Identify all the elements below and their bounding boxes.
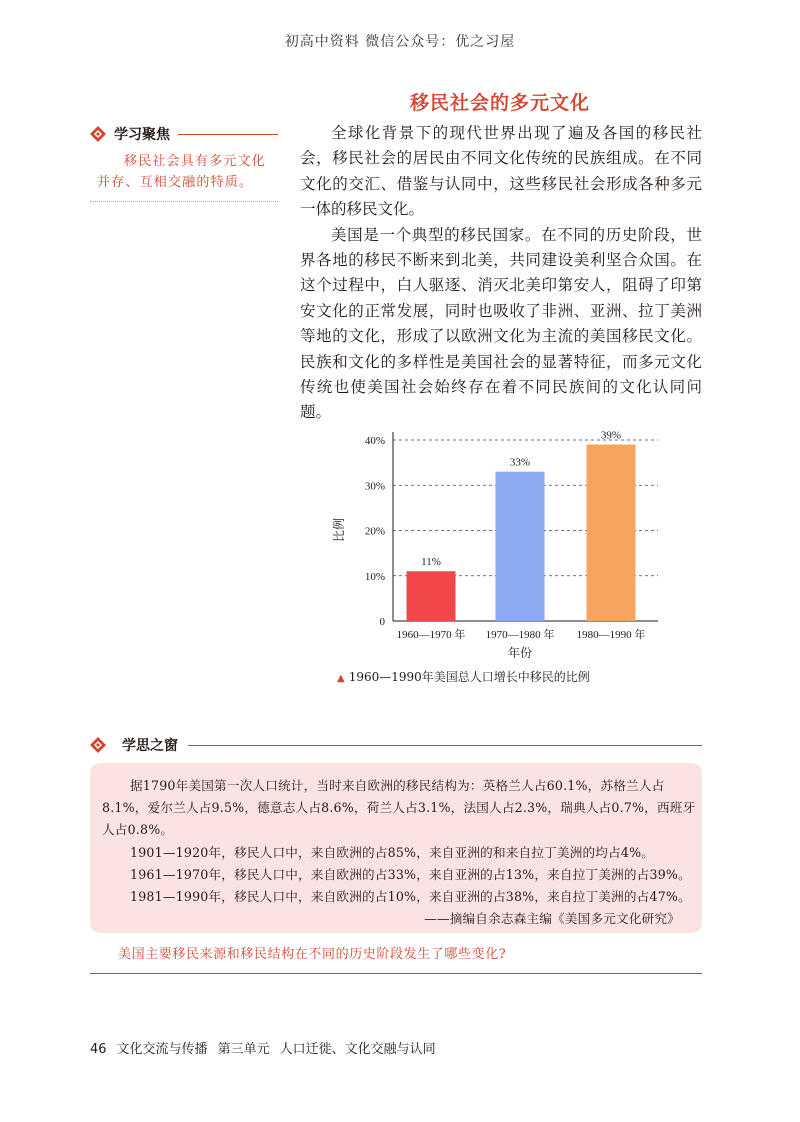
paragraph-2: 美国是一个典型的移民国家。在不同的历史阶段，世界各地的移民不断来到北美，共同建设美利坚合众国。在这个过程中，白人驱逐、消灭北美印第安人，阻碍了印第安文化的正常发展，同时也吸收了非洲、亚洲、拉丁美洲等地的文化，形成了以欧洲文化为主流的美国移民文化。民族和文化的多样性是美国社会的显著特征，而多元文化传统也使美国社会始终存在着不同民族间的文化认同问题。 [300, 225, 702, 422]
y-tick-label: 40% [364, 435, 385, 447]
focus-rule [178, 134, 278, 135]
chart-svg [330, 420, 670, 660]
y-tick-label: 30% [364, 480, 385, 493]
window-line-3: 人占0.8%。 [102, 822, 174, 838]
window-source: ——摘编自余志森主编《美国多元文化研究》 [424, 911, 680, 927]
section-title: 移民社会的多元文化 [409, 92, 590, 114]
focus-line-2: 并存、互相交融的特质。 [97, 175, 254, 190]
diamond-icon [90, 737, 106, 753]
focus-label: 学习聚焦 [114, 127, 170, 143]
window-question: 美国主要移民来源和移民结构在不同的历史阶段发生了哪些变化? [118, 947, 507, 962]
x-axis-label: 年份 [507, 646, 533, 660]
x-tick-label: 1970—1980 年 [485, 629, 555, 641]
y-tick-label: 20% [364, 525, 385, 538]
window-line-5: 1961—1970年，移民人口中，来自欧洲的占33%，来自亚洲的占13%，来自拉丁美洲的占39%。 [130, 866, 691, 882]
window-line-6: 1981—1990年，移民人口中，来自欧洲的占10%，来自亚洲的占38%，来自拉丁美洲的占47%。 [130, 889, 691, 905]
header-note: 初高中资料 微信公众号：优之习屋 [284, 34, 516, 50]
focus-dotted-rule [90, 201, 278, 202]
chart-caption-text: 1960—1990年美国总人口增长中移民的比例 [348, 670, 590, 684]
window-line-2: 8.1%，爱尔兰人占9.5%，德意志人占8.6%，荷兰人占3.1%，法国人占2.3%，瑞典人占0.7%，西班牙 [102, 800, 696, 816]
y-axis-label: 比例 [332, 517, 346, 543]
window-rule [188, 745, 702, 746]
window-header [90, 734, 702, 756]
window-label: 学思之窗 [122, 738, 178, 754]
body-text [300, 121, 702, 426]
y-tick-label: 10% [364, 570, 385, 583]
focus-text [90, 151, 278, 193]
window-box [90, 763, 702, 933]
window-bottom-rule [90, 973, 702, 974]
page-footer [90, 1038, 436, 1057]
immigration-chart [330, 420, 670, 660]
y-tick-label: 0 [379, 616, 385, 628]
bar [496, 472, 545, 621]
x-tick-label: 1980—1990 年 [576, 629, 646, 641]
window-line-1: 据1790年美国第一次人口统计，当时来自欧洲的移民结构为：英格兰人占60.1%，苏格兰人占 [130, 778, 665, 793]
bar [587, 445, 636, 621]
triangle-icon: ▲ [337, 673, 345, 684]
page-number: 46 [90, 1042, 107, 1057]
footer-unit: 第三单元 [217, 1042, 270, 1057]
focus-sidebar [90, 123, 278, 202]
paragraph-1: 全球化背景下的现代世界出现了遍及各国的移民社会，移民社会的居民由不同文化传统的民族组成。在不同文化的交汇、借鉴与认同中，这些移民社会形成各种多元一体的移民文化。 [300, 124, 702, 219]
bar-value-label: 39% [600, 429, 622, 442]
bar [407, 571, 456, 621]
x-tick-label: 1960—1970 年 [396, 629, 466, 641]
focus-line-1: 移民社会具有多元文化 [124, 154, 267, 169]
chart-caption [337, 668, 590, 685]
footer-unit-title: 人口迁徙、文化交融与认同 [279, 1042, 436, 1057]
bar-value-label: 33% [509, 456, 531, 469]
footer-book: 文化交流与传播 [116, 1042, 208, 1057]
focus-header [90, 123, 278, 145]
bar-value-label: 11% [421, 556, 441, 569]
window-line-4: 1901—1920年，移民人口中，来自欧洲的占85%，来自亚洲的和来自拉丁美洲的均占4%。 [130, 844, 655, 860]
diamond-icon [90, 126, 106, 142]
